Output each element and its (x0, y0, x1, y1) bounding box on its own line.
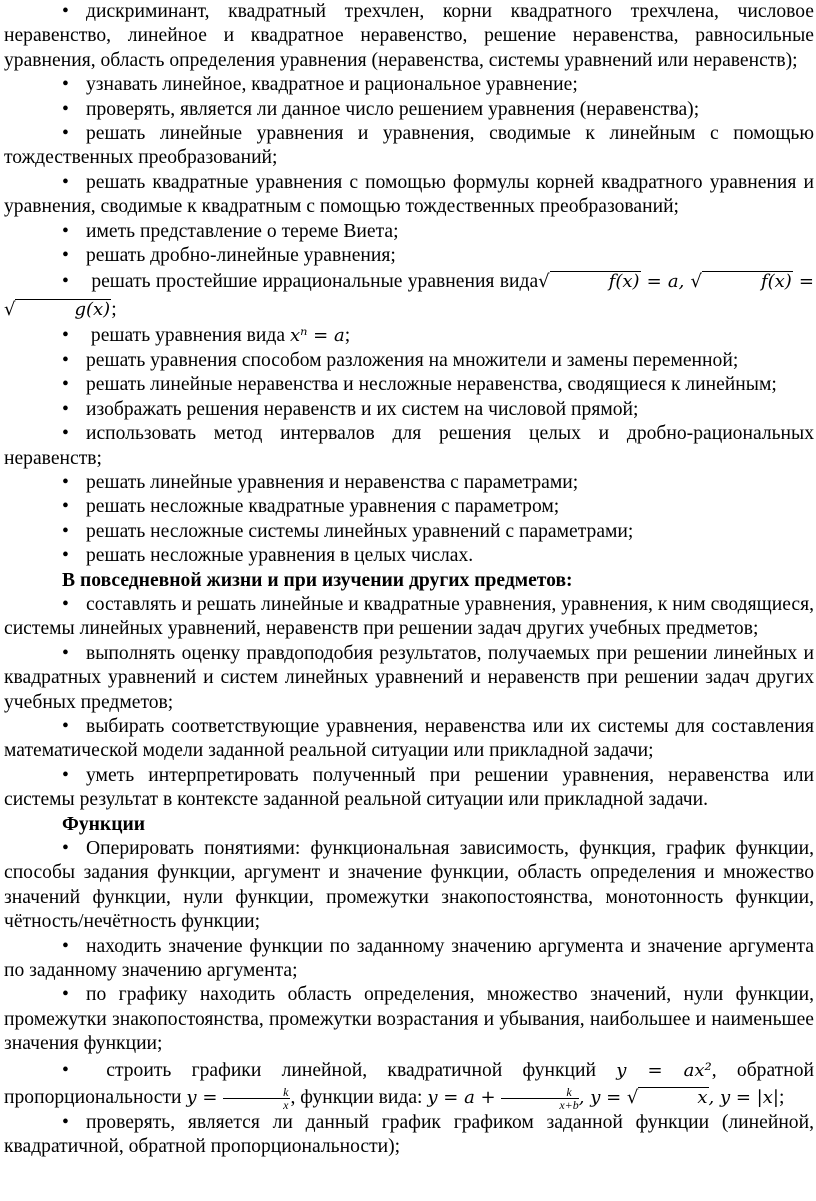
list-item: • дискриминант, квадратный трехчлен, корни квадратного трехчлена, числовое неравенство, линейное и квадратное неравенство, решение неравенства, равносильные уравнения, область определения уравнения (неравенства, системы уравнений или неравенств); (4, 0, 814, 73)
fraction-denominator: x (283, 1097, 289, 1112)
list-item: • иметь представление о тереме Виета; (4, 220, 814, 244)
section-heading: Функции (62, 813, 146, 835)
list-item-text: решать простейшие иррациональные уравнения вида (91, 271, 539, 293)
radicand: f(x) (702, 271, 793, 292)
formula: y = ax² (616, 1059, 712, 1081)
list-item: • решать несложные уравнения в целых числах. (4, 544, 814, 568)
formula: , y = (578, 1086, 627, 1108)
radicand: g(x) (15, 299, 111, 320)
list-item: • Оперировать понятиями: функциональная зависимость, функция, график функции, способы задания функции, аргумент и значение функции, область определения и множество значений функции, нули функции, промежутки знакопостоянства, монотонность функции, чётность/нечётность функции; (4, 837, 814, 935)
punctuation: ; (344, 325, 351, 347)
formula: √ x (626, 1086, 708, 1108)
list-item: • решать несложные квадратные уравнения с параметром; (4, 495, 814, 519)
list-item-text: решать уравнения вида (90, 325, 290, 347)
fraction-numerator: k (501, 1086, 578, 1099)
list-item: • изображать решения неравенств и их систем на числовой прямой; (4, 398, 814, 422)
fraction-numerator: k (223, 1086, 290, 1099)
list-item: • находить значение функции по заданному значению аргумента и значение аргумента по заданному значению аргумента; (4, 935, 814, 984)
formula-part: = a, (640, 271, 691, 293)
list-item: • проверять, является ли данный график графиком заданной функции (линейной, квадратичной, обратной пропорциональности); (4, 1111, 814, 1160)
list-item: • составлять и решать линейные и квадратные уравнения, уравнения, к ним сводящиеся, системы линейных уравнений, неравенств при решении задач других учебных предметов; (4, 593, 814, 642)
list-item: • выполнять оценку правдоподобия результатов, получаемых при решении линейных и квадратных уравнений и систем линейных уравнений и неравенств при решении задач других учебных предметов; (4, 642, 814, 715)
fraction (501, 1086, 578, 1111)
formula-part: = (792, 271, 815, 293)
list-item-text: , функции вида: (290, 1086, 428, 1108)
radicand: f(x) (550, 271, 641, 292)
formula: , y = |x| (708, 1086, 779, 1108)
list-item: • решать линейные неравенства и несложные неравенства, сводящиеся к линейным; (4, 373, 814, 397)
list-item: • уметь интерпретировать полученный при решении уравнения, неравенства или системы результат в контексте заданной реальной ситуации или прикладной задачи. (4, 764, 814, 813)
list-item-text: строить графики линейной, квадратичной функций (106, 1059, 617, 1081)
radicand: x (638, 1087, 708, 1108)
formula: xⁿ = a (289, 325, 345, 347)
list-item: • решать линейные уравнения и уравнения, сводимые к линейным с помощью тождественных преобразований; (4, 122, 814, 171)
punctuation: ; (111, 299, 117, 321)
list-item: • узнавать линейное, квадратное и рациональное уравнение; (4, 73, 814, 97)
formula: √ f(x) = a, √ f(x) = √ g(x) (4, 271, 815, 321)
formula: y = (186, 1086, 224, 1108)
punctuation: ; (778, 1086, 785, 1108)
section-heading: В повседневной жизни и при изучении других предметов: (62, 569, 573, 591)
list-item: • решать дробно-линейные уравнения; (4, 244, 814, 268)
fraction-denominator: x+b (559, 1097, 579, 1112)
formula: y = a + (427, 1086, 502, 1108)
list-item: • решать квадратные уравнения с помощью формулы корней квадратного уравнения и уравнения, сводимые к квадратным с помощью тождественных преобразований; (4, 171, 814, 220)
list-item: • по графику находить область определения, множество значений, нули функции, промежутки знакопостоянства, промежутки возрастания и убывания, наибольшее и наименьшее значения функции; (4, 983, 814, 1056)
list-item-power-equation (4, 324, 814, 348)
list-item: • использовать метод интервалов для решения целых и дробно-рациональных неравенств; (4, 422, 814, 471)
list-item-irrational-equations (4, 268, 814, 324)
list-item: • проверять, является ли данное число решением уравнения (неравенства); (4, 98, 814, 122)
list-item: • решать несложные системы линейных уравнений с параметрами; (4, 520, 814, 544)
list-item: • решать линейные уравнения и неравенства с параметрами; (4, 471, 814, 495)
list-item: • выбирать соответствующие уравнения, неравенства или их системы для составления математической модели заданной реальной ситуации или прикладной задачи; (4, 715, 814, 764)
list-item-function-graphs (4, 1057, 814, 1111)
fraction (223, 1086, 290, 1111)
list-item: • решать уравнения способом разложения на множители и замены переменной; (4, 349, 814, 373)
list-item-text: , обратной пропорциональности (4, 1059, 815, 1108)
